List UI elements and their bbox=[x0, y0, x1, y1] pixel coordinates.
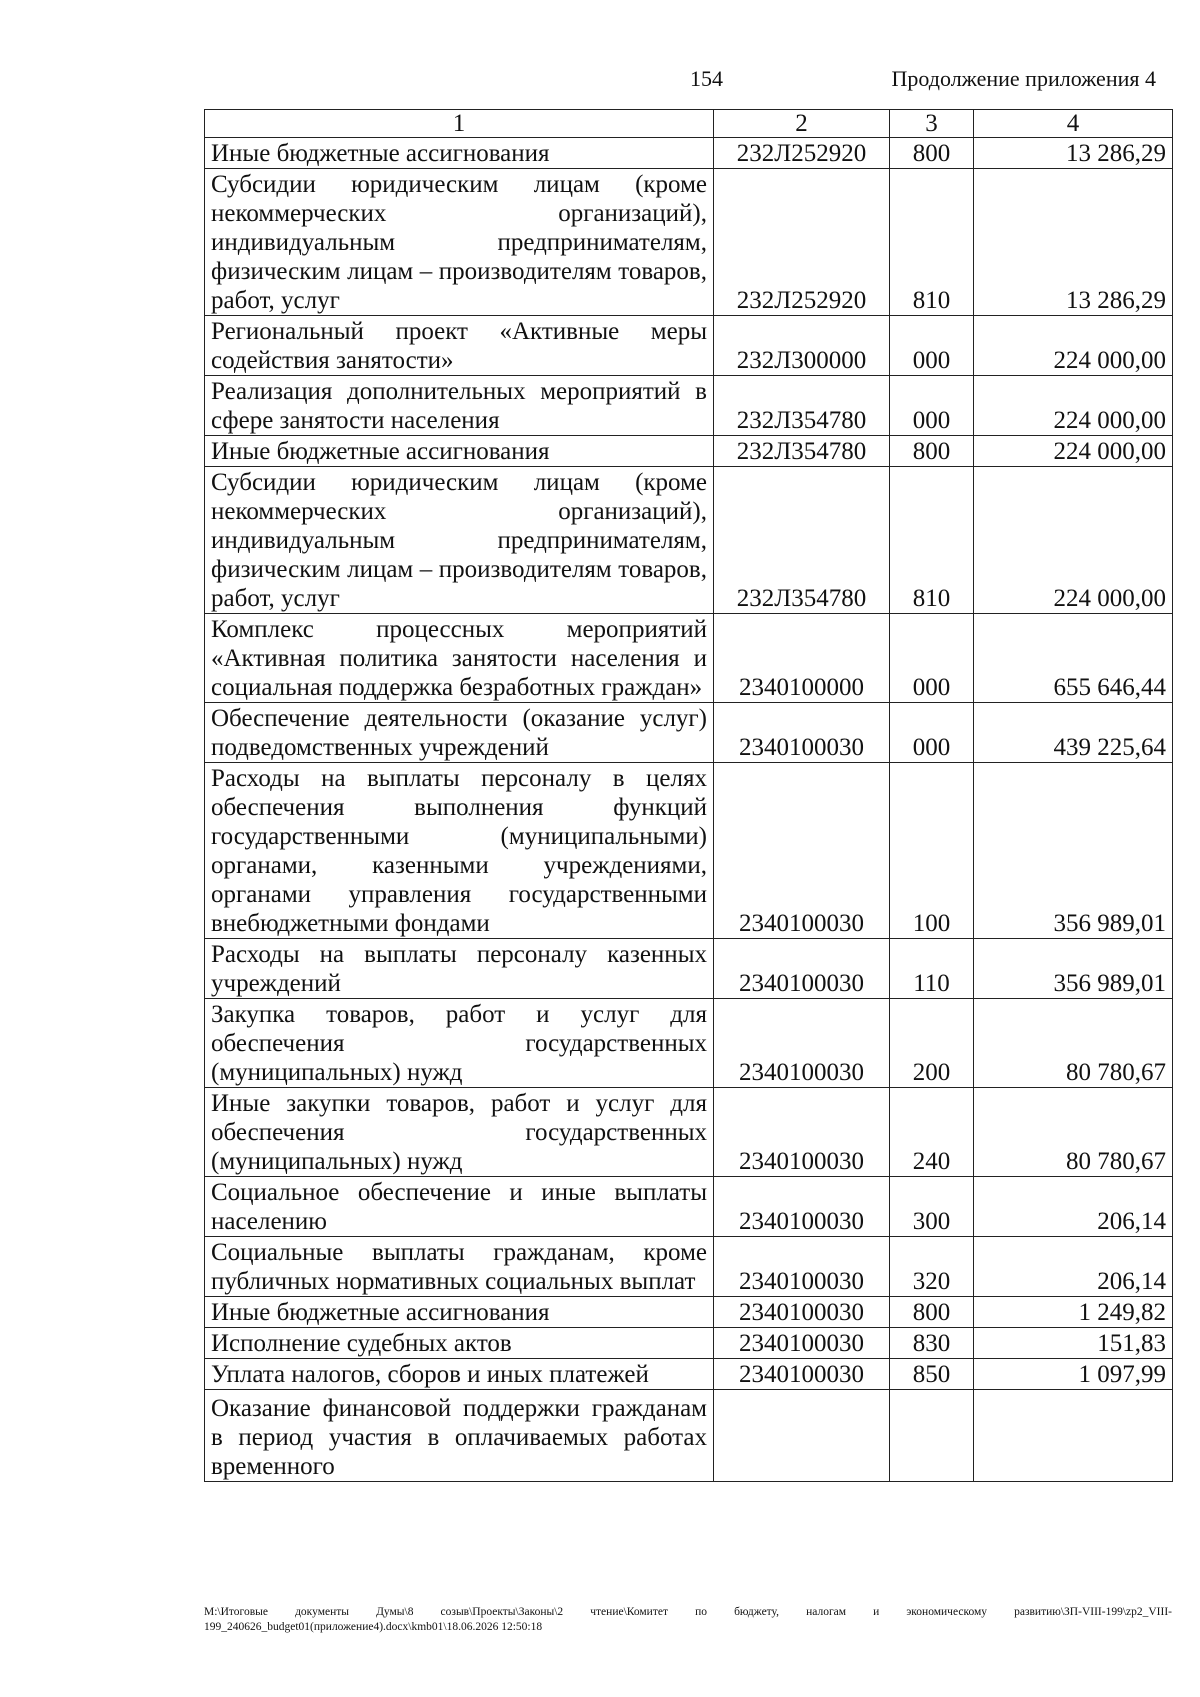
table-row bbox=[205, 1237, 1173, 1297]
row-expense-type: 000 bbox=[890, 703, 974, 763]
row-expense-type: 240 bbox=[890, 1088, 974, 1177]
table-row bbox=[205, 467, 1173, 614]
row-expense-type: 830 bbox=[890, 1328, 974, 1359]
row-sum: 439 225,64 bbox=[974, 703, 1173, 763]
row-expense-type: 200 bbox=[890, 999, 974, 1088]
row-code: 2340100030 bbox=[714, 1088, 890, 1177]
row-name: Социальные выплаты гражданам, кроме публичных нормативных социальных выплат bbox=[205, 1237, 714, 1297]
column-header-2: 2 bbox=[714, 110, 890, 138]
table-row bbox=[205, 1177, 1173, 1237]
row-name: Реализация дополнительных мероприятий в сфере занятости населения bbox=[205, 376, 714, 436]
table-row bbox=[205, 614, 1173, 703]
row-sum: 206,14 bbox=[974, 1177, 1173, 1237]
row-expense-type: 300 bbox=[890, 1177, 974, 1237]
row-name: Закупка товаров, работ и услуг для обеспечения государственных (муниципальных) нужд bbox=[205, 999, 714, 1088]
row-name: Уплата налогов, сборов и иных платежей bbox=[205, 1359, 714, 1390]
row-name: Иные бюджетные ассигнования bbox=[205, 1297, 714, 1328]
table-row bbox=[205, 939, 1173, 999]
table-row bbox=[205, 436, 1173, 467]
row-code: 2340100030 bbox=[714, 1328, 890, 1359]
row-sum: 206,14 bbox=[974, 1237, 1173, 1297]
column-header-3: 3 bbox=[890, 110, 974, 138]
row-code: 232Л252920 bbox=[714, 169, 890, 316]
row-name: Социальное обеспечение и иные выплаты населению bbox=[205, 1177, 714, 1237]
row-name: Субсидии юридическим лицам (кроме некоммерческих организаций), индивидуальным предпринимателям, физическим лицам – производителям товаров, работ, услуг bbox=[205, 467, 714, 614]
row-expense-type: 850 bbox=[890, 1359, 974, 1390]
row-code: 2340100030 bbox=[714, 1297, 890, 1328]
row-expense-type: 800 bbox=[890, 138, 974, 169]
row-code: 232Л252920 bbox=[714, 138, 890, 169]
column-header-4: 4 bbox=[974, 110, 1173, 138]
row-code: 232Л354780 bbox=[714, 467, 890, 614]
row-expense-type: 000 bbox=[890, 316, 974, 376]
row-sum: 356 989,01 bbox=[974, 763, 1173, 939]
table-row bbox=[205, 999, 1173, 1088]
page-number: 154 bbox=[690, 66, 723, 91]
row-name: Субсидии юридическим лицам (кроме некоммерческих организаций), индивидуальным предпринимателям, физическим лицам – производителям товаров, работ, услуг bbox=[205, 169, 714, 316]
row-expense-type: 800 bbox=[890, 1297, 974, 1328]
row-name: Комплекс процессных мероприятий «Активная политика занятости населения и социальная поддержка безработных граждан» bbox=[205, 614, 714, 703]
table-row bbox=[205, 138, 1173, 169]
row-sum: 655 646,44 bbox=[974, 614, 1173, 703]
row-sum: 13 286,29 bbox=[974, 138, 1173, 169]
table-row bbox=[205, 1088, 1173, 1177]
row-expense-type: 000 bbox=[890, 376, 974, 436]
row-sum: 224 000,00 bbox=[974, 316, 1173, 376]
row-code: 2340100030 bbox=[714, 1359, 890, 1390]
row-sum: 356 989,01 bbox=[974, 939, 1173, 999]
table-row bbox=[205, 376, 1173, 436]
empty-cell bbox=[974, 1390, 1173, 1482]
row-expense-type: 000 bbox=[890, 614, 974, 703]
empty-cell bbox=[890, 1390, 974, 1482]
table-row bbox=[205, 316, 1173, 376]
row-name: Иные бюджетные ассигнования bbox=[205, 436, 714, 467]
row-sum: 224 000,00 bbox=[974, 436, 1173, 467]
row-sum: 13 286,29 bbox=[974, 169, 1173, 316]
table-row bbox=[205, 1359, 1173, 1390]
table-row bbox=[205, 703, 1173, 763]
row-sum: 151,83 bbox=[974, 1328, 1173, 1359]
row-name: Оказание финансовой поддержки гражданам в период участия в оплачиваемых работах временного bbox=[205, 1390, 714, 1482]
row-sum: 1 249,82 bbox=[974, 1297, 1173, 1328]
row-code: 2340100030 bbox=[714, 999, 890, 1088]
row-code: 2340100030 bbox=[714, 1177, 890, 1237]
row-sum: 224 000,00 bbox=[974, 376, 1173, 436]
row-code: 232Л354780 bbox=[714, 436, 890, 467]
row-expense-type: 110 bbox=[890, 939, 974, 999]
row-sum: 224 000,00 bbox=[974, 467, 1173, 614]
row-sum: 1 097,99 bbox=[974, 1359, 1173, 1390]
table-header-row bbox=[205, 110, 1173, 138]
row-expense-type: 810 bbox=[890, 169, 974, 316]
table-row bbox=[205, 1297, 1173, 1328]
row-name: Расходы на выплаты персоналу казенных учреждений bbox=[205, 939, 714, 999]
row-code: 2340100030 bbox=[714, 1237, 890, 1297]
row-expense-type: 800 bbox=[890, 436, 974, 467]
row-name: Региональный проект «Активные меры содействия занятости» bbox=[205, 316, 714, 376]
row-sum: 80 780,67 bbox=[974, 1088, 1173, 1177]
row-expense-type: 810 bbox=[890, 467, 974, 614]
row-name: Иные закупки товаров, работ и услуг для обеспечения государственных (муниципальных) нужд bbox=[205, 1088, 714, 1177]
budget-table bbox=[204, 109, 1173, 1482]
empty-cell bbox=[714, 1390, 890, 1482]
row-code: 2340100030 bbox=[714, 939, 890, 999]
table-row-partial bbox=[205, 1390, 1173, 1482]
row-code: 2340100030 bbox=[714, 763, 890, 939]
row-name: Иные бюджетные ассигнования bbox=[205, 138, 714, 169]
row-name: Обеспечение деятельности (оказание услуг) подведомственных учреждений bbox=[205, 703, 714, 763]
row-expense-type: 100 bbox=[890, 763, 974, 939]
page-caption: Продолжение приложения 4 bbox=[891, 66, 1156, 91]
row-code: 2340100030 bbox=[714, 703, 890, 763]
row-sum: 80 780,67 bbox=[974, 999, 1173, 1088]
row-name: Расходы на выплаты персоналу в целях обеспечения выполнения функций государственными (муниципальными) органами, казенными учреждениями, органами управления государственными внебюджетными фондами bbox=[205, 763, 714, 939]
row-code: 232Л300000 bbox=[714, 316, 890, 376]
file-path-footer: M:\Итоговые документы Думы\8 созыв\Проекты\Законы\2 чтение\Комитет по бюджету, налогам и экономическому развитию\ЗП-VIII-199\zp2_VIII-199_240626_budget01(приложение4).docx\kmb01\18.06.2026 12:50:18 bbox=[204, 1606, 1172, 1633]
row-code: 2340100000 bbox=[714, 614, 890, 703]
column-header-1: 1 bbox=[205, 110, 714, 138]
table-row bbox=[205, 169, 1173, 316]
table-row bbox=[205, 763, 1173, 939]
row-name: Исполнение судебных актов bbox=[205, 1328, 714, 1359]
row-expense-type: 320 bbox=[890, 1237, 974, 1297]
row-code: 232Л354780 bbox=[714, 376, 890, 436]
table-row bbox=[205, 1328, 1173, 1359]
